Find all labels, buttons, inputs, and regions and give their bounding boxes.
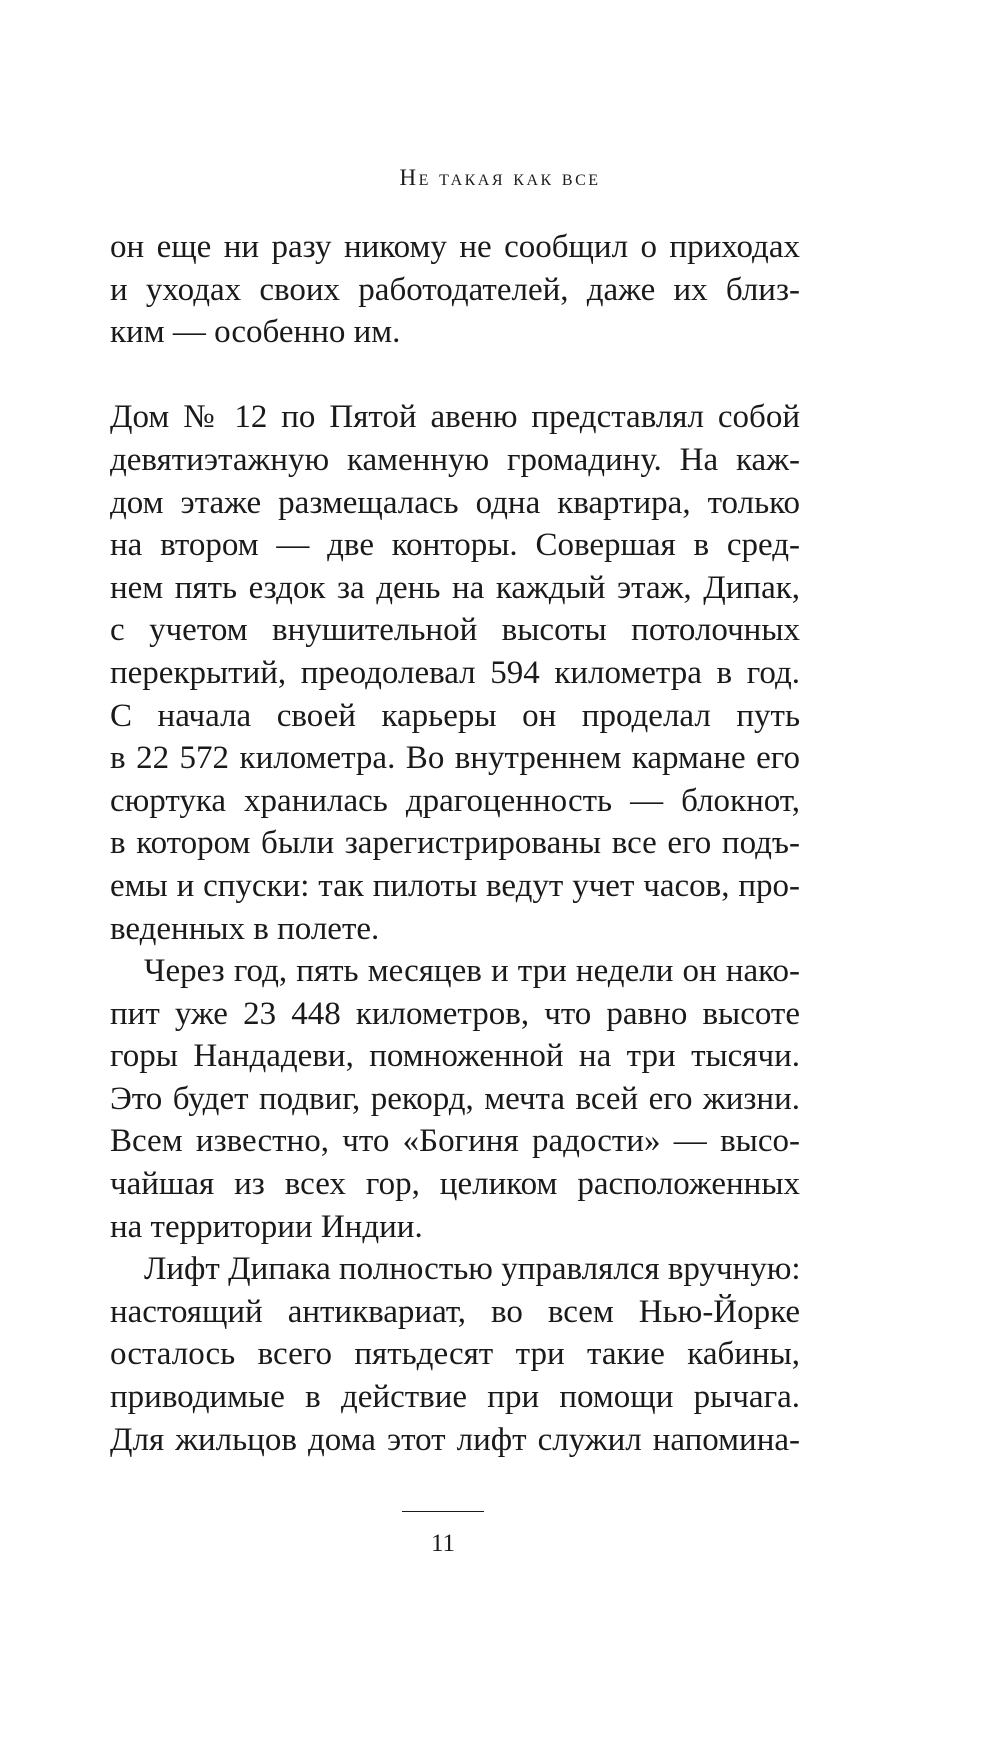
text-line: он еще ни разу никому не сообщил о приходах <box>110 229 800 265</box>
text-line: Лифт Дипака полностью управлялся вручную: <box>144 1251 801 1288</box>
paragraph <box>110 950 800 1248</box>
paragraph <box>110 1248 800 1461</box>
running-head: Не такая как все <box>399 165 601 190</box>
text-line: С начала своей карьеры он проделал путь <box>110 697 800 734</box>
text-line: перекрытий, преодолевал 594 километра в год. <box>110 654 800 691</box>
body-text <box>110 226 800 1461</box>
text-line: пит уже 23 448 километров, что равно высоте <box>110 995 800 1032</box>
text-line: приводимые в действие при помощи рычага. <box>110 1379 800 1416</box>
text-line: нем пять ездок за день на каждый этаж, Дипак, <box>110 569 800 606</box>
text-line: в 22 572 километра. Во внутреннем кармане его <box>110 740 800 777</box>
text-line: Всем известно, что «Богиня радости» — высо- <box>110 1123 800 1160</box>
section-break <box>110 354 800 397</box>
text-line: ким — особенно им. <box>110 314 401 351</box>
text-line: горы Нандадеви, помноженной на три тысячи. <box>110 1038 800 1075</box>
text-line: чайшая из всех гор, целиком расположенных <box>110 1166 800 1203</box>
text-line: емы и спуски: так пилоты ведут учет часов, про- <box>110 867 800 904</box>
text-line: веденных в полете. <box>110 910 380 947</box>
text-line: с учетом внушительной высоты потолочных <box>110 612 800 649</box>
page-number: 11 <box>430 1530 456 1557</box>
text-line: Это будет подвиг, рекорд, мечта всей его жизни. <box>110 1080 800 1117</box>
paragraph <box>110 226 800 354</box>
footer-rule <box>402 1511 484 1512</box>
text-line: в котором были зарегистрированы все его подъ- <box>110 825 800 862</box>
text-line: девятиэтажную каменную громадину. На каж- <box>110 441 800 478</box>
text-line: Через год, пять месяцев и три недели он нако- <box>144 953 800 990</box>
text-line: настоящий антиквариат, во всем Нью-Йорке <box>110 1293 800 1330</box>
text-line: Для жильцов дома этот лифт служил напомина- <box>110 1421 800 1458</box>
text-line: на территории Индии. <box>110 1208 423 1245</box>
text-line: на втором — две конторы. Совершая в сред- <box>110 527 800 564</box>
paragraph <box>110 396 800 950</box>
text-line: осталось всего пятьдесят три такие кабины, <box>110 1336 800 1373</box>
text-line: Дом № 12 по Пятой авеню представлял собой <box>110 399 800 436</box>
text-line: дом этаже размещалась одна квартира, только <box>110 484 800 521</box>
text-line: и уходах своих работодателей, даже их близ- <box>110 271 800 308</box>
text-line: сюртука хранилась драгоценность — блокнот, <box>110 782 800 819</box>
